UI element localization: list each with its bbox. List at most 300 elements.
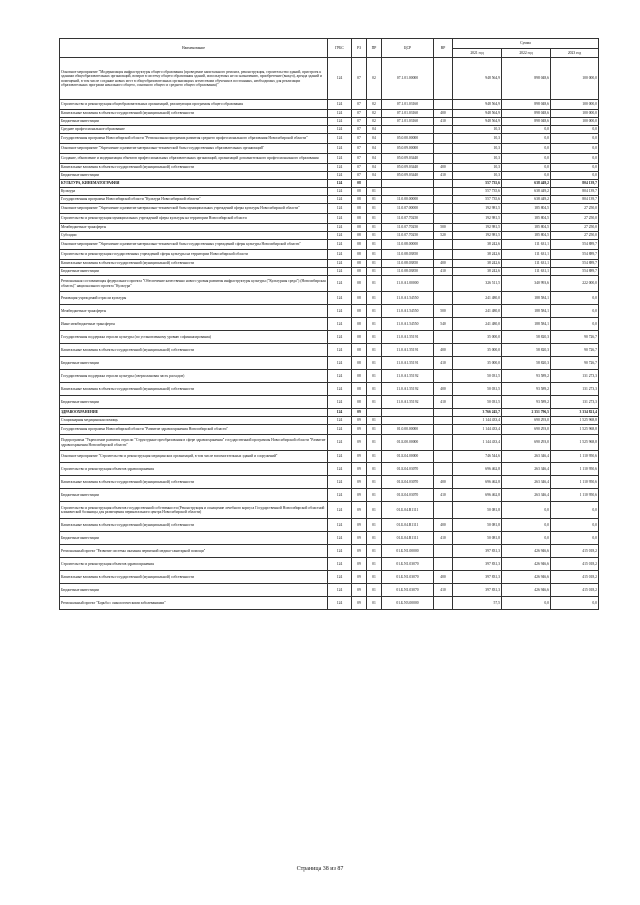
row-sum-2022: 185 804,5 xyxy=(502,214,551,224)
row-name: Строительство и реконструкция объектов здравоохранения xyxy=(60,558,328,571)
row-pr: 02 xyxy=(367,58,382,100)
row-grbs: 124 xyxy=(328,318,352,331)
row-pr xyxy=(367,409,382,417)
row-grbs: 124 xyxy=(328,292,352,305)
row-csr: 11.0.A1.55192 xyxy=(382,383,434,396)
row-sum-2023: 804 139,7 xyxy=(551,188,599,196)
page-number: Страница 38 из 87 xyxy=(296,866,344,872)
row-sum-2021: 50 031,5 xyxy=(453,370,502,383)
header-grbs: ГРБС xyxy=(328,39,352,58)
row-name: Субсидии xyxy=(60,232,328,240)
budget-table xyxy=(59,38,599,610)
row-name: Бюджетные инвестиции xyxy=(60,357,328,370)
row-sum-2023: 554 889,7 xyxy=(551,240,599,250)
row-vr: 410 xyxy=(434,532,453,545)
row-sum-2022: 185 804,5 xyxy=(502,232,551,240)
row-sum-2022: 188 584,1 xyxy=(502,305,551,318)
row-rz: 09 xyxy=(352,425,367,435)
row-vr: 400 xyxy=(434,164,453,172)
row-rz: 09 xyxy=(352,489,367,502)
row-vr xyxy=(434,188,453,196)
table-row xyxy=(60,268,599,276)
row-vr: 500 xyxy=(434,305,453,318)
row-sum-2023: 3 334 821,4 xyxy=(551,409,599,417)
row-pr: 01 xyxy=(367,476,382,489)
row-name: Государственная поддержка отрасли культуры (по установленному уровню софинансирования) xyxy=(60,331,328,344)
row-rz: 08 xyxy=(352,232,367,240)
table-row xyxy=(60,502,599,519)
row-csr: 01.Б.N1.00000 xyxy=(382,545,434,558)
table-row xyxy=(60,417,599,425)
row-csr: 07.1.01.03160 xyxy=(382,110,434,118)
row-vr xyxy=(434,214,453,224)
row-sum-2021: 35 000,0 xyxy=(453,344,502,357)
row-name: Капитальные вложения в объекты государственной (муниципальной) собственности xyxy=(60,571,328,584)
row-sum-2023: 0,0 xyxy=(551,126,599,134)
row-csr: 11.0.A1.55191 xyxy=(382,344,434,357)
row-grbs: 124 xyxy=(328,154,352,164)
row-rz: 08 xyxy=(352,260,367,268)
row-pr: 02 xyxy=(367,118,382,126)
row-rz: 07 xyxy=(352,144,367,154)
row-csr: 11.0.A1.55191 xyxy=(382,331,434,344)
row-csr: 01.Б.04.03070 xyxy=(382,476,434,489)
row-csr: 11.0.08.00000 xyxy=(382,240,434,250)
row-name: Региональная составляющая федерального проекта "Обеспечение качественно нового уровня развития инфраструктуры культуры ("Культурная среда") (Новосибирская область)" национального проекта "Культура" xyxy=(60,276,328,292)
row-name: Капитальные вложения в объекты государственной (муниципальной) собственности xyxy=(60,476,328,489)
row-name: Капитальные вложения в объекты государственной (муниципальной) собственности xyxy=(60,383,328,396)
table-row xyxy=(60,250,599,260)
row-sum-2021: 10,3 xyxy=(453,164,502,172)
row-name: Основное мероприятие "Строительство и реконструкция медицинских организаций, в том числе вспомогательных зданий и сооружений" xyxy=(60,451,328,463)
row-sum-2021: 50 081,8 xyxy=(453,532,502,545)
row-csr xyxy=(382,409,434,417)
table-row xyxy=(60,451,599,463)
row-sum-2021: 38 242,6 xyxy=(453,240,502,250)
row-sum-2023: 1 525 968,8 xyxy=(551,435,599,451)
row-sum-2021: 948 564,9 xyxy=(453,110,502,118)
row-pr: 01 xyxy=(367,489,382,502)
row-name: Капитальные вложения в объекты государственной (муниципальной) собственности xyxy=(60,110,328,118)
row-vr xyxy=(434,502,453,519)
row-sum-2023: 1 525 968,8 xyxy=(551,425,599,435)
row-vr xyxy=(434,276,453,292)
row-rz: 07 xyxy=(352,164,367,172)
row-grbs: 124 xyxy=(328,417,352,425)
row-csr: 05.0.09.03440 xyxy=(382,172,434,180)
row-name: Создание, обновление и модернизация объектов профессиональных образовательных организаций, организаций дополнительного профессионального образования xyxy=(60,154,328,164)
row-rz: 07 xyxy=(352,126,367,134)
row-vr xyxy=(434,204,453,214)
row-pr: 01 xyxy=(367,502,382,519)
row-grbs: 124 xyxy=(328,188,352,196)
row-vr: 400 xyxy=(434,571,453,584)
row-name: Строительство и реконструкция объектов здравоохранения xyxy=(60,463,328,476)
row-csr: 11.0.00.00000 xyxy=(382,196,434,204)
row-grbs: 124 xyxy=(328,519,352,532)
row-vr: 400 xyxy=(434,344,453,357)
row-csr: 01.Б.00.00000 xyxy=(382,435,434,451)
row-sum-2023: 415 018,2 xyxy=(551,571,599,584)
table-row xyxy=(60,292,599,305)
row-csr: 11.0.A1.55191 xyxy=(382,357,434,370)
row-sum-2023: 415 018,2 xyxy=(551,545,599,558)
row-csr: 05.0.00.00000 xyxy=(382,134,434,144)
row-csr: 11.0.08.03850 xyxy=(382,250,434,260)
row-sum-2022: 58 820,3 xyxy=(502,357,551,370)
row-pr: 01 xyxy=(367,214,382,224)
row-grbs: 124 xyxy=(328,250,352,260)
row-sum-2021: 38 242,6 xyxy=(453,260,502,268)
row-rz: 08 xyxy=(352,396,367,409)
row-sum-2022: 185 804,5 xyxy=(502,224,551,232)
row-pr: 04 xyxy=(367,144,382,154)
row-vr xyxy=(434,250,453,260)
row-sum-2023: 0,0 xyxy=(551,144,599,154)
row-grbs: 124 xyxy=(328,489,352,502)
row-rz: 09 xyxy=(352,545,367,558)
table-row xyxy=(60,463,599,476)
row-rz: 09 xyxy=(352,476,367,489)
row-sum-2022: 188 584,1 xyxy=(502,292,551,305)
table-row xyxy=(60,558,599,571)
row-pr: 04 xyxy=(367,172,382,180)
row-vr xyxy=(434,180,453,188)
row-sum-2022: 111 631,1 xyxy=(502,260,551,268)
row-pr: 01 xyxy=(367,519,382,532)
row-rz: 09 xyxy=(352,597,367,610)
row-sum-2023: 1 110 950,6 xyxy=(551,489,599,502)
row-grbs: 124 xyxy=(328,100,352,110)
row-rz: 08 xyxy=(352,357,367,370)
row-grbs: 124 xyxy=(328,305,352,318)
row-sum-2022: 111 631,1 xyxy=(502,250,551,260)
row-name: Основное мероприятие "Укрепление и развитие материально-технической базы государственных учреждений сферы культуры Новосибирской области" xyxy=(60,240,328,250)
row-sum-2023: 1 110 950,6 xyxy=(551,476,599,489)
row-sum-2022: 0,0 xyxy=(502,502,551,519)
row-sum-2023: 0,0 xyxy=(551,532,599,545)
row-pr: 01 xyxy=(367,318,382,331)
header-year-2023: 2023 год xyxy=(551,49,599,58)
table-row xyxy=(60,476,599,489)
row-sum-2023: 90 726,7 xyxy=(551,357,599,370)
row-sum-2022: 0,0 xyxy=(502,597,551,610)
table-row xyxy=(60,344,599,357)
row-name: КУЛЬТУРА, КИНЕМАТОГРАФИЯ xyxy=(60,180,328,188)
row-rz: 07 xyxy=(352,172,367,180)
header-year-2022: 2022 год xyxy=(502,49,551,58)
row-name: Капитальные вложения в объекты государственной (муниципальной) собственности xyxy=(60,344,328,357)
row-sum-2023: 0,0 xyxy=(551,502,599,519)
row-vr: 410 xyxy=(434,584,453,597)
row-sum-2023: 0,0 xyxy=(551,318,599,331)
table-row xyxy=(60,126,599,134)
row-sum-2023: 131 273,3 xyxy=(551,396,599,409)
row-vr: 400 xyxy=(434,519,453,532)
row-sum-2023: 27 250,0 xyxy=(551,204,599,214)
row-sum-2023: 804 139,7 xyxy=(551,196,599,204)
row-csr xyxy=(382,417,434,425)
row-rz: 08 xyxy=(352,204,367,214)
row-sum-2022: 0,0 xyxy=(502,126,551,134)
row-rz: 09 xyxy=(352,435,367,451)
row-grbs: 124 xyxy=(328,260,352,268)
header-rz: РЗ xyxy=(352,39,367,58)
row-sum-2021: 241 480,0 xyxy=(453,292,502,305)
row-sum-2022: 188 584,1 xyxy=(502,318,551,331)
row-rz: 08 xyxy=(352,188,367,196)
table-row xyxy=(60,331,599,344)
row-pr: 01 xyxy=(367,532,382,545)
row-sum-2021: 326 511,5 xyxy=(453,276,502,292)
row-sum-2021: 241 480,0 xyxy=(453,318,502,331)
row-rz: 09 xyxy=(352,417,367,425)
row-name: Стационарная медицинская помощь xyxy=(60,417,328,425)
row-sum-2023: 131 273,3 xyxy=(551,370,599,383)
row-sum-2021: 241 480,0 xyxy=(453,305,502,318)
row-sum-2023: 0,0 xyxy=(551,154,599,164)
row-sum-2021: 35 000,0 xyxy=(453,357,502,370)
row-name: Капитальные вложения в объекты государственной (муниципальной) собственности xyxy=(60,260,328,268)
row-csr xyxy=(382,126,434,134)
row-grbs: 124 xyxy=(328,545,352,558)
row-csr: 07.1.01.03160 xyxy=(382,100,434,110)
row-rz: 08 xyxy=(352,305,367,318)
row-sum-2021: 38 242,6 xyxy=(453,250,502,260)
row-sum-2021: 397 831,3 xyxy=(453,545,502,558)
row-sum-2022: 0,0 xyxy=(502,134,551,144)
table-row xyxy=(60,370,599,383)
row-rz: 08 xyxy=(352,196,367,204)
row-grbs: 124 xyxy=(328,224,352,232)
row-sum-2022: 898 048,6 xyxy=(502,118,551,126)
table-row xyxy=(60,110,599,118)
row-csr: 05.0.09.03440 xyxy=(382,164,434,172)
row-rz: 09 xyxy=(352,584,367,597)
table-row xyxy=(60,435,599,451)
table-row xyxy=(60,396,599,409)
row-sum-2022: 638 449,2 xyxy=(502,188,551,196)
row-sum-2022: 263 346,4 xyxy=(502,451,551,463)
row-sum-2021: 10,3 xyxy=(453,144,502,154)
row-sum-2022: 690 293,0 xyxy=(502,435,551,451)
row-sum-2022: 0,0 xyxy=(502,532,551,545)
row-name: Основное мероприятие "Укрепление и развитие материально-технической базы муниципальных учреждений сферы культуры Новосибирской области" xyxy=(60,204,328,214)
table-row xyxy=(60,188,599,196)
row-sum-2023: 27 250,0 xyxy=(551,232,599,240)
row-csr: 01.0.00.00000 xyxy=(382,425,434,435)
row-sum-2022: 111 631,1 xyxy=(502,240,551,250)
row-vr xyxy=(434,292,453,305)
row-vr xyxy=(434,144,453,154)
row-vr xyxy=(434,126,453,134)
row-csr: 11.0.07.70250 xyxy=(382,214,434,224)
row-rz: 08 xyxy=(352,276,367,292)
row-pr: 04 xyxy=(367,134,382,144)
row-vr: 410 xyxy=(434,172,453,180)
row-rz: 08 xyxy=(352,180,367,188)
row-name: Бюджетные инвестиции xyxy=(60,532,328,545)
row-sum-2022: 898 048,6 xyxy=(502,100,551,110)
row-pr: 01 xyxy=(367,597,382,610)
row-sum-2023: 90 726,7 xyxy=(551,331,599,344)
row-sum-2022: 898 048,6 xyxy=(502,110,551,118)
row-csr xyxy=(382,188,434,196)
table-row xyxy=(60,172,599,180)
row-csr: 11.0.A1.55192 xyxy=(382,370,434,383)
row-vr xyxy=(434,597,453,610)
row-vr: 540 xyxy=(434,318,453,331)
row-name: Реновация учреждений отрасли культуры xyxy=(60,292,328,305)
row-name: Среднее профессиональное образование xyxy=(60,126,328,134)
row-csr: 01.Б.04.R1111 xyxy=(382,532,434,545)
row-sum-2023: 100 000,0 xyxy=(551,100,599,110)
row-grbs: 124 xyxy=(328,409,352,417)
row-pr: 01 xyxy=(367,268,382,276)
row-sum-2021: 10,3 xyxy=(453,134,502,144)
row-csr: 11.0.08.03850 xyxy=(382,268,434,276)
table-row xyxy=(60,58,599,100)
row-sum-2022: 93 589,2 xyxy=(502,383,551,396)
row-rz: 07 xyxy=(352,118,367,126)
row-rz: 08 xyxy=(352,370,367,383)
row-grbs: 124 xyxy=(328,435,352,451)
table-row xyxy=(60,224,599,232)
row-sum-2021: 192 981,5 xyxy=(453,232,502,240)
row-vr xyxy=(434,425,453,435)
header-vr: ВР xyxy=(434,39,453,58)
row-vr: 500 xyxy=(434,224,453,232)
row-rz: 08 xyxy=(352,224,367,232)
row-sum-2021: 1 144 433,4 xyxy=(453,435,502,451)
row-rz: 08 xyxy=(352,331,367,344)
row-vr: 410 xyxy=(434,118,453,126)
table-row xyxy=(60,305,599,318)
row-grbs: 124 xyxy=(328,597,352,610)
row-name: ЗДРАВООХРАНЕНИЕ xyxy=(60,409,328,417)
row-pr: 01 xyxy=(367,250,382,260)
row-pr: 01 xyxy=(367,370,382,383)
row-sum-2022: 58 820,3 xyxy=(502,331,551,344)
row-csr: 01.Б.04.00000 xyxy=(382,451,434,463)
row-csr: 01.Б.N1.03070 xyxy=(382,571,434,584)
row-name: Межбюджетные трансферты xyxy=(60,305,328,318)
row-name: Бюджетные инвестиции xyxy=(60,584,328,597)
table-row xyxy=(60,276,599,292)
row-sum-2021: 50 031,5 xyxy=(453,396,502,409)
row-sum-2021: 696 462,8 xyxy=(453,489,502,502)
row-sum-2023: 554 889,7 xyxy=(551,260,599,268)
row-csr: 01.Б.04.R1111 xyxy=(382,519,434,532)
table-row xyxy=(60,357,599,370)
table-row xyxy=(60,519,599,532)
row-grbs: 124 xyxy=(328,268,352,276)
row-sum-2022: 426 946,6 xyxy=(502,545,551,558)
row-grbs: 124 xyxy=(328,584,352,597)
row-vr xyxy=(434,196,453,204)
row-sum-2022: 93 589,2 xyxy=(502,396,551,409)
row-sum-2023: 415 018,2 xyxy=(551,584,599,597)
row-csr: 11.0.A1.55192 xyxy=(382,396,434,409)
row-name: Региональный проект "Борьба с онкологическими заболеваниями" xyxy=(60,597,328,610)
row-pr: 04 xyxy=(367,164,382,172)
row-vr xyxy=(434,463,453,476)
row-sum-2022: 2 351 796,5 xyxy=(502,409,551,417)
row-sum-2021: 397 831,3 xyxy=(453,571,502,584)
row-grbs: 124 xyxy=(328,180,352,188)
row-sum-2023: 0,0 xyxy=(551,134,599,144)
row-name: Государственная программа Новосибирской области "Развитие здравоохранения Новосибирской области" xyxy=(60,425,328,435)
row-rz: 07 xyxy=(352,58,367,100)
row-grbs: 124 xyxy=(328,134,352,144)
table-row xyxy=(60,118,599,126)
row-sum-2022: 0,0 xyxy=(502,144,551,154)
row-sum-2022: 0,0 xyxy=(502,519,551,532)
row-sum-2023: 100 000,0 xyxy=(551,110,599,118)
row-sum-2022: 340 993,6 xyxy=(502,276,551,292)
row-name: Капитальные вложения в объекты государственной (муниципальной) собственности xyxy=(60,519,328,532)
row-sum-2021: 948 564,9 xyxy=(453,58,502,100)
row-pr: 02 xyxy=(367,100,382,110)
row-rz: 09 xyxy=(352,532,367,545)
row-vr: 520 xyxy=(434,232,453,240)
row-rz: 07 xyxy=(352,154,367,164)
row-rz: 09 xyxy=(352,502,367,519)
row-sum-2023: 90 726,7 xyxy=(551,344,599,357)
row-sum-2023: 1 110 950,6 xyxy=(551,451,599,463)
table-row xyxy=(60,532,599,545)
row-vr: 410 xyxy=(434,357,453,370)
row-vr xyxy=(434,417,453,425)
row-sum-2022: 898 048,6 xyxy=(502,58,551,100)
row-grbs: 124 xyxy=(328,196,352,204)
row-csr: 01.Б.N1.03070 xyxy=(382,584,434,597)
row-grbs: 124 xyxy=(328,144,352,154)
row-sum-2022: 690 293,0 xyxy=(502,417,551,425)
row-sum-2021: 557 735,6 xyxy=(453,180,502,188)
row-vr: 410 xyxy=(434,396,453,409)
header-pr: ПР xyxy=(367,39,382,58)
row-rz: 09 xyxy=(352,451,367,463)
row-vr xyxy=(434,545,453,558)
row-name: Иные межбюджетные трансферты xyxy=(60,318,328,331)
row-pr: 01 xyxy=(367,196,382,204)
row-sum-2022: 263 346,4 xyxy=(502,489,551,502)
row-vr: 400 xyxy=(434,260,453,268)
row-name: Государственная программа Новосибирской области "Культура Новосибирской области" xyxy=(60,196,328,204)
row-sum-2021: 57,5 xyxy=(453,597,502,610)
row-grbs: 124 xyxy=(328,232,352,240)
row-pr: 01 xyxy=(367,545,382,558)
row-csr: 11.0.08.03850 xyxy=(382,260,434,268)
row-csr: 11.0.07.00000 xyxy=(382,204,434,214)
table-row xyxy=(60,240,599,250)
row-sum-2023: 131 273,3 xyxy=(551,383,599,396)
row-name: Строительство и реконструкция муниципальных учреждений сферы культуры на территории Новосибирской области xyxy=(60,214,328,224)
row-sum-2021: 38 242,6 xyxy=(453,268,502,276)
row-rz: 09 xyxy=(352,409,367,417)
row-sum-2022: 0,0 xyxy=(502,164,551,172)
row-sum-2022: 426 946,6 xyxy=(502,571,551,584)
row-vr xyxy=(434,58,453,100)
row-sum-2021: 10,3 xyxy=(453,154,502,164)
row-pr xyxy=(367,180,382,188)
row-grbs: 124 xyxy=(328,463,352,476)
header-year-2021: 2021 год xyxy=(453,49,502,58)
row-pr: 01 xyxy=(367,584,382,597)
row-sum-2023: 27 250,0 xyxy=(551,224,599,232)
row-pr: 01 xyxy=(367,451,382,463)
